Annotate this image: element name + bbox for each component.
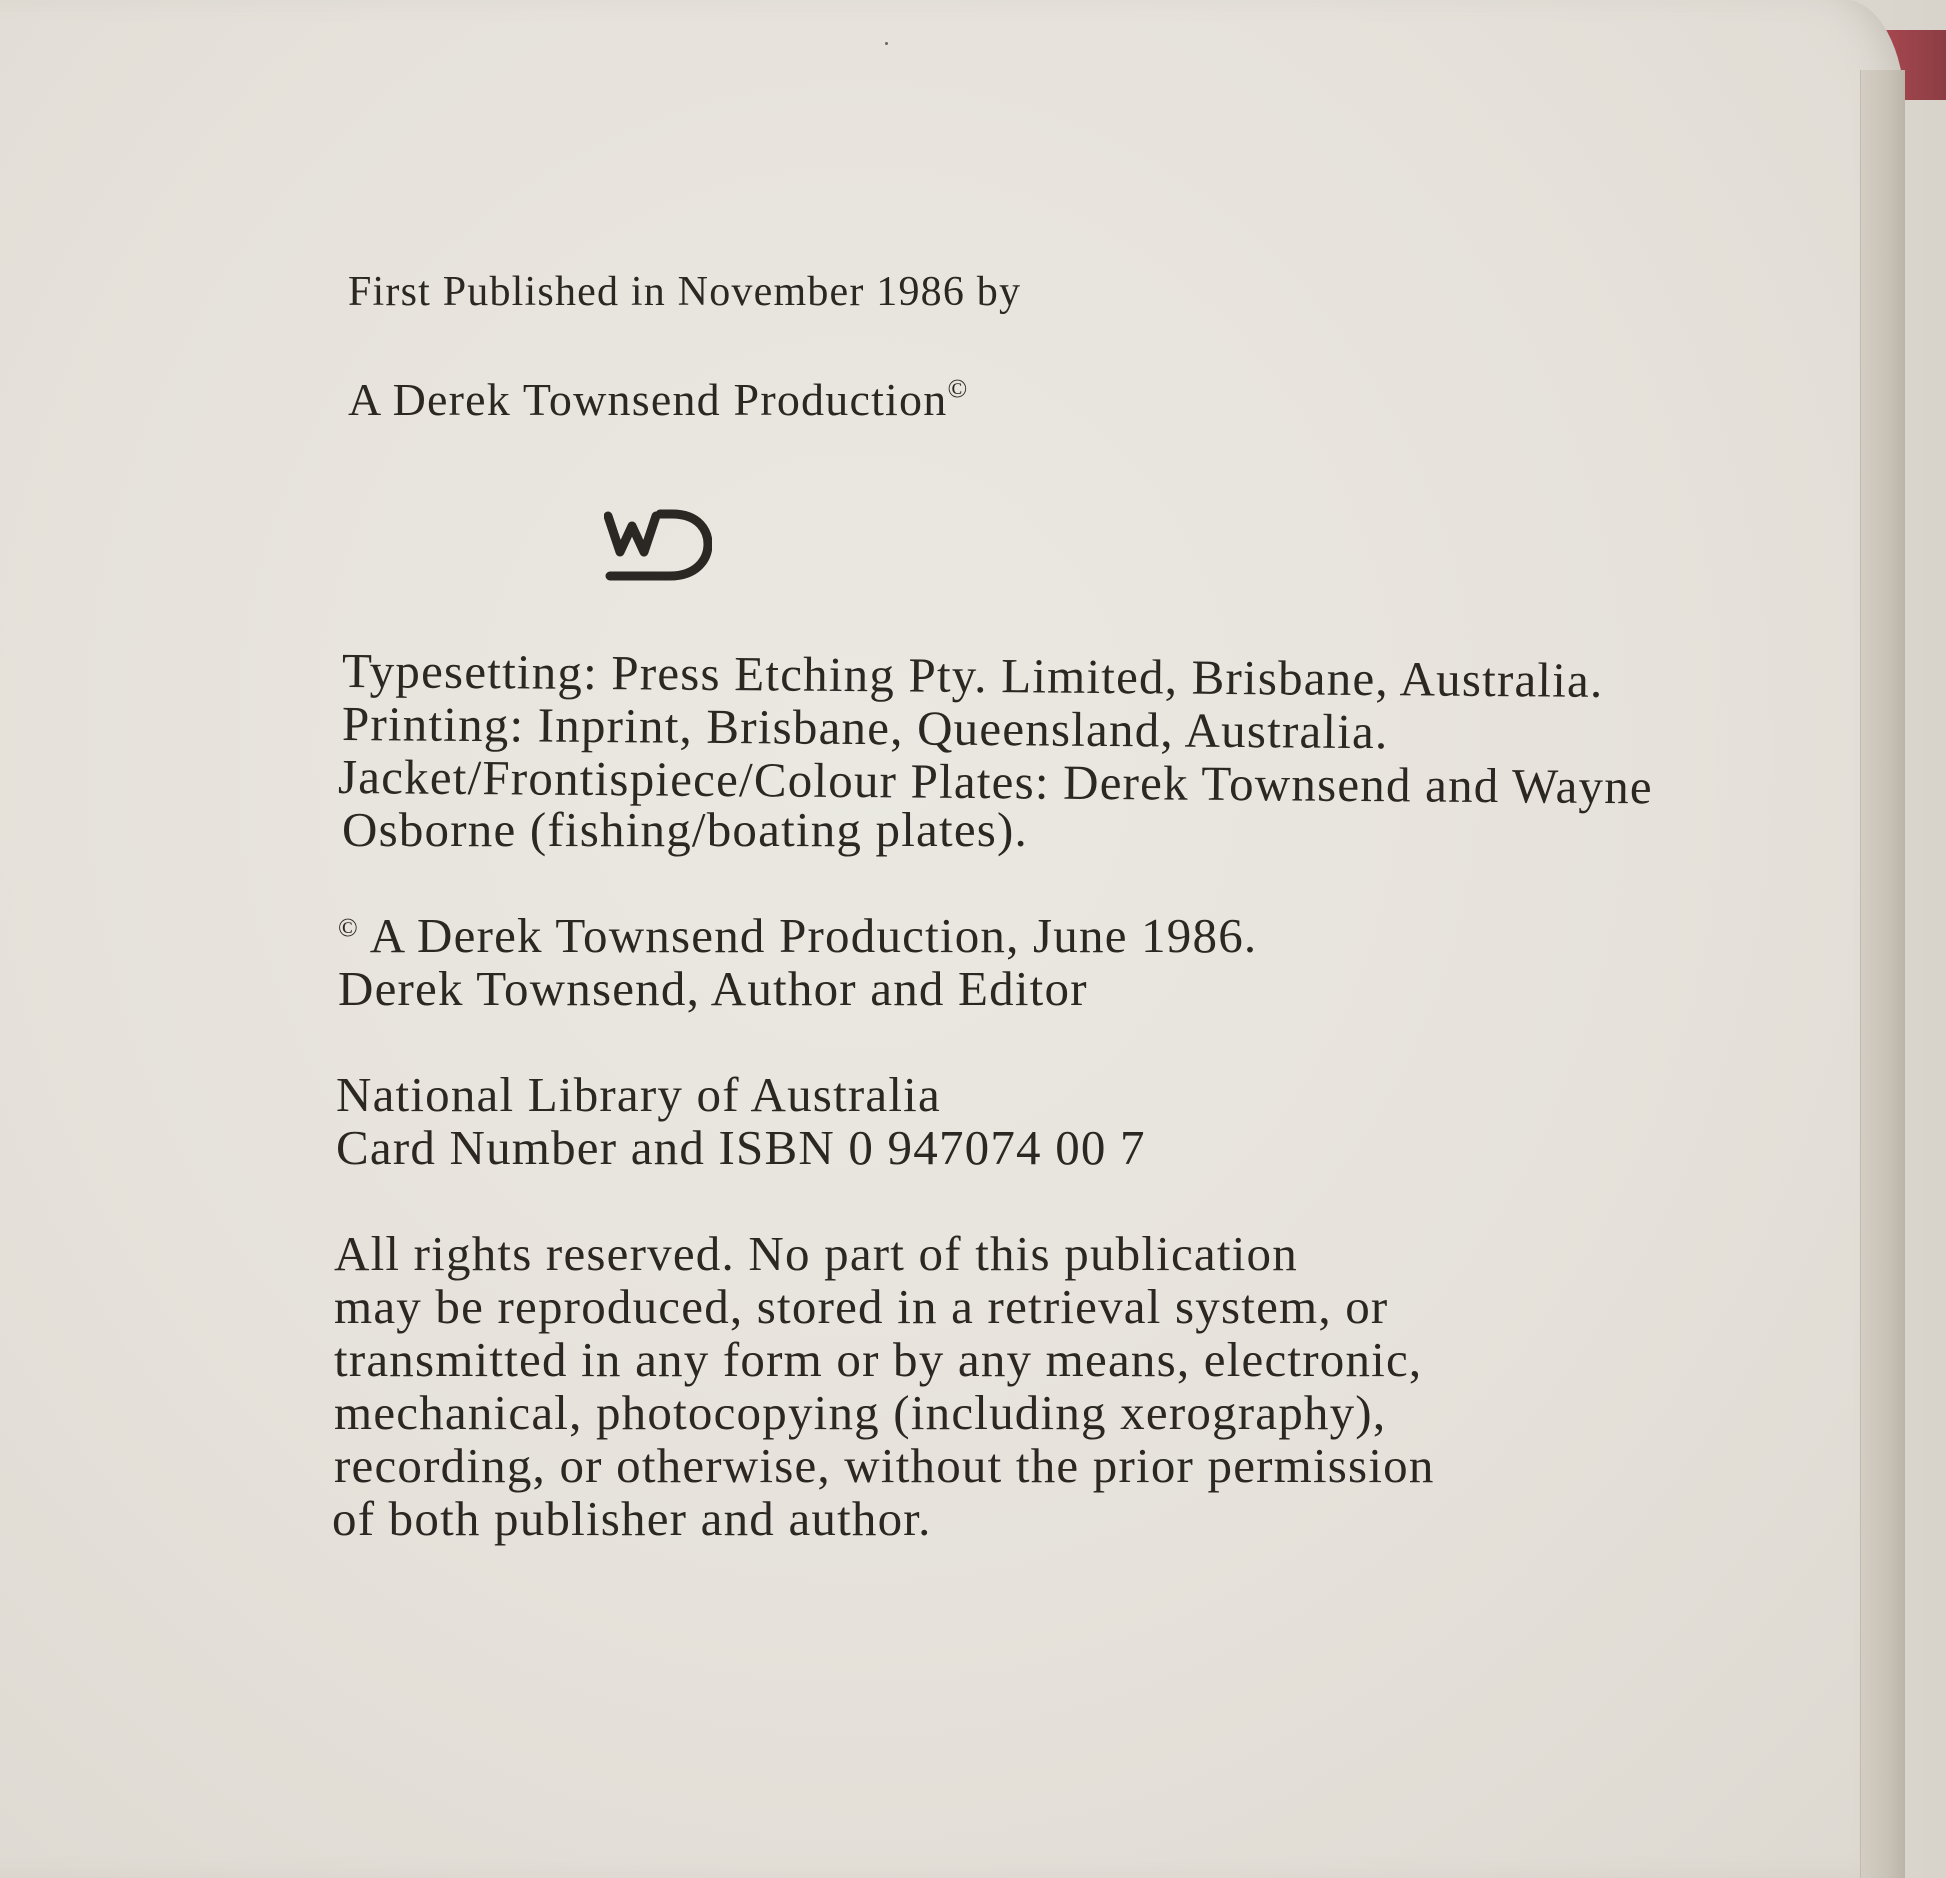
first-published-line: First Published in November 1986 by bbox=[348, 269, 1022, 315]
copyright-line bbox=[338, 907, 1257, 964]
page-stack-edge bbox=[1860, 70, 1905, 1878]
printing-credit: Printing: Inprint, Brisbane, Queensland, Australia. bbox=[341, 696, 1389, 760]
rights-line: recording, or otherwise, without the prior permission bbox=[334, 1438, 1435, 1493]
production-line bbox=[348, 373, 968, 426]
jacket-credit-line-2: Osborne (fishing/boating plates). bbox=[342, 802, 1029, 857]
rights-line: may be reproduced, stored in a retrieval system, or bbox=[334, 1279, 1389, 1334]
rights-line: of both publisher and author. bbox=[332, 1491, 932, 1546]
author-editor-line: Derek Townsend, Author and Editor bbox=[338, 961, 1088, 1016]
rights-line: mechanical, photocopying (including xerography), bbox=[334, 1385, 1387, 1440]
copyright-text: A Derek Townsend Production, June 1986. bbox=[358, 908, 1258, 963]
paper-speck bbox=[885, 42, 888, 45]
rights-line: transmitted in any form or by any means, electronic, bbox=[334, 1332, 1423, 1387]
rights-line: All rights reserved. No part of this publication bbox=[334, 1226, 1298, 1281]
isbn-line: Card Number and ISBN 0 947074 00 7 bbox=[336, 1120, 1146, 1175]
jacket-credit-line-1: Jacket/Frontispiece/Colour Plates: Derek Townsend and Wayne bbox=[337, 749, 1654, 815]
wd-monogram-logo-icon bbox=[604, 502, 712, 584]
typesetting-credit: Typesetting: Press Etching Pty. Limited, Brisbane, Australia. bbox=[341, 643, 1604, 708]
production-name: A Derek Townsend Production bbox=[348, 374, 948, 425]
copyright-symbol: © bbox=[338, 913, 359, 942]
copyright-mark: © bbox=[947, 374, 969, 403]
library-line: National Library of Australia bbox=[336, 1067, 941, 1122]
